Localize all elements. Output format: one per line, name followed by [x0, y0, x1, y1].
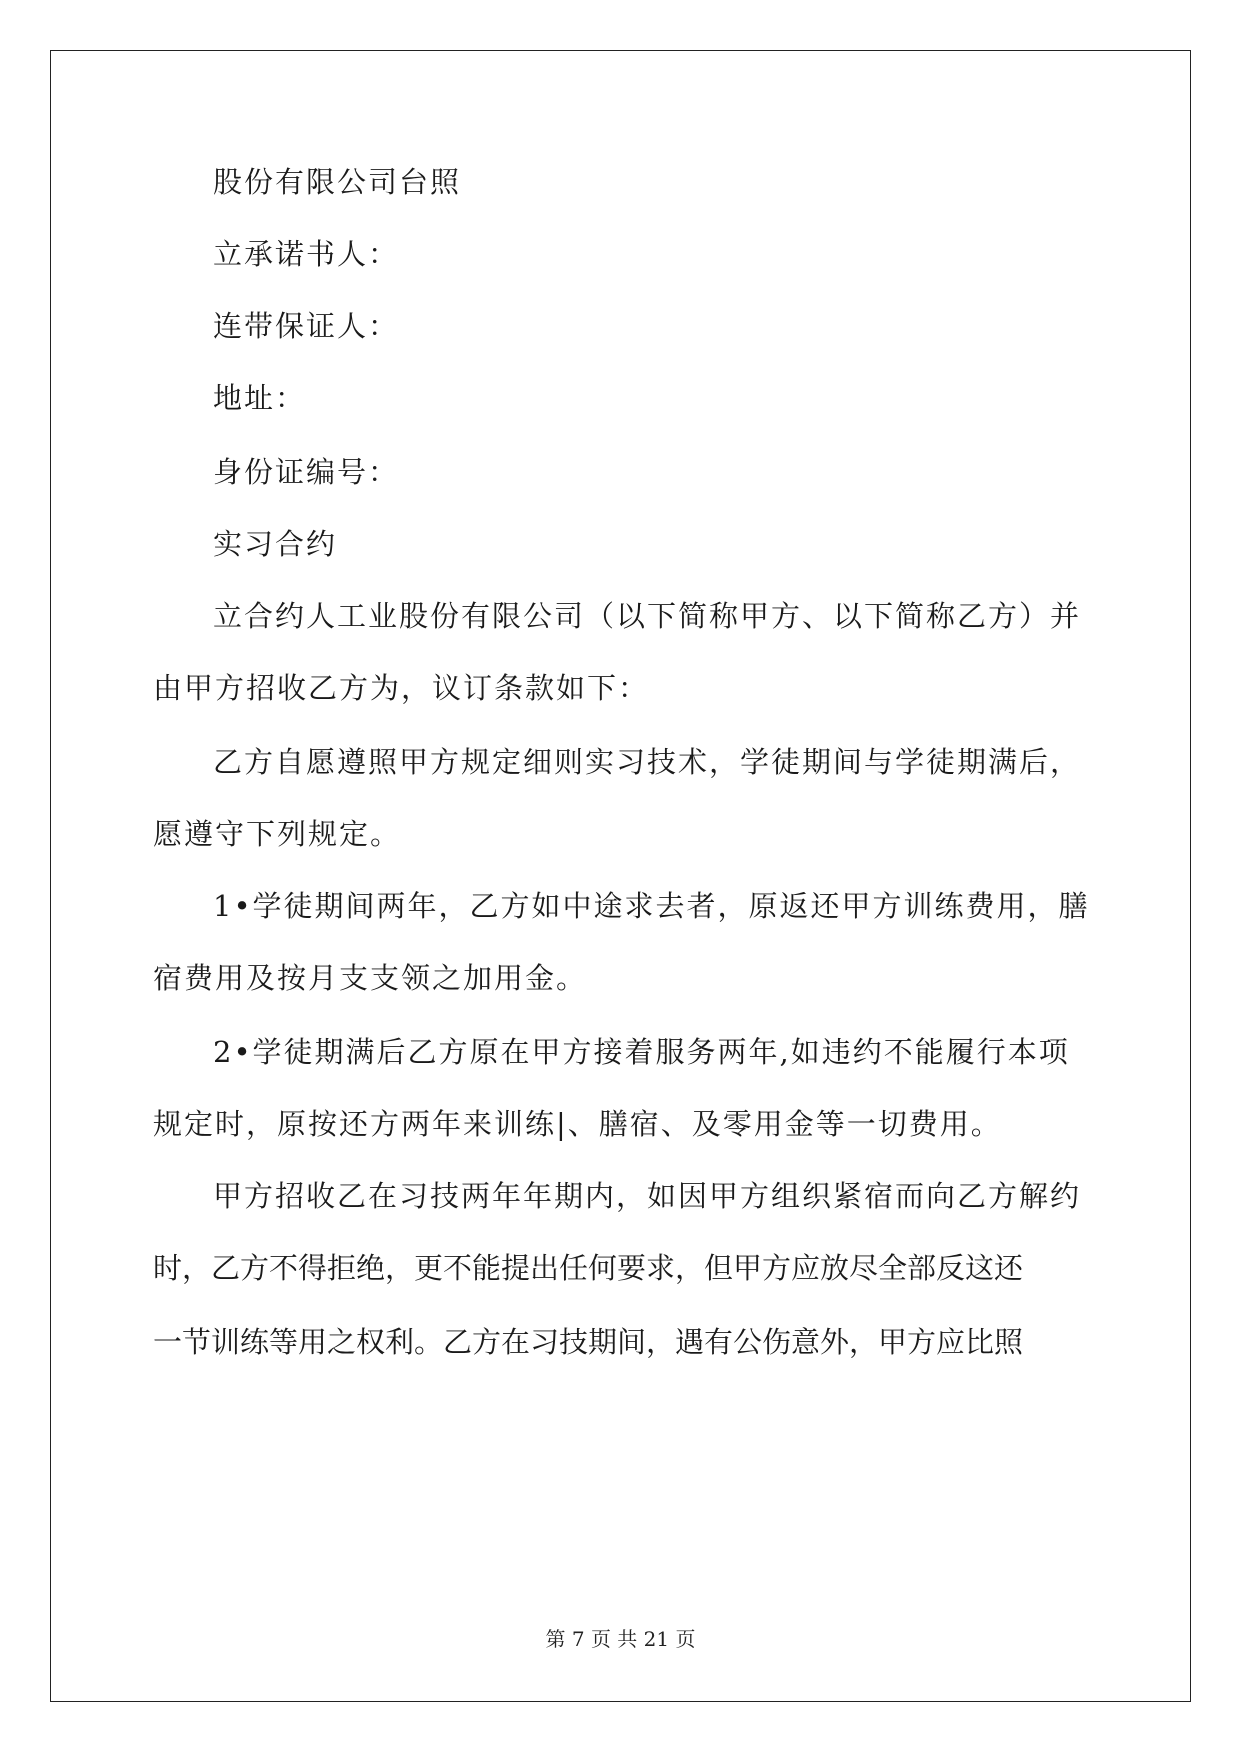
section-title: 实习合约: [213, 527, 338, 561]
page-border: [50, 50, 1191, 1702]
clause-line: 规定时，原按还方两年来训练|、膳宿、及零用金等一切费用。: [153, 1107, 1002, 1141]
paragraph-line: 愿遵守下列规定。: [153, 817, 402, 851]
id-number-field: 身份证编号：: [213, 455, 400, 489]
promisor-field: 立承诺书人：: [213, 237, 400, 271]
paragraph-line: 由甲方招收乙方为，议订条款如下：: [153, 671, 650, 705]
address-field: 地址：: [213, 381, 307, 415]
clause-line: 1•学徒期间两年，乙方如中途求去者，原返还甲方训练费用，膳: [213, 889, 1090, 923]
paragraph-line: 乙方自愿遵照甲方规定细则实习技术，学徒期间与学徒期满后，: [213, 745, 1082, 779]
clause-line: 2•学徒期满后乙方原在甲方接着服务两年,如违约不能履行本项: [213, 1035, 1070, 1069]
paragraph-line: 时，乙方不得拒绝，更不能提出任何要求，但甲方应放尽全部反这还: [153, 1251, 1024, 1285]
paragraph-line: 甲方招收乙在习技两年年期内，如因甲方组织紧宿而向乙方解约: [213, 1179, 1082, 1213]
paragraph-line: 立合约人工业股份有限公司（以下简称甲方、以下简称乙方）并: [213, 599, 1082, 633]
company-salutation: 股份有限公司台照: [213, 165, 462, 199]
guarantor-field: 连带保证人：: [213, 309, 400, 343]
page-footer: 第 7 页 共 21 页: [545, 1627, 696, 1651]
clause-line: 宿费用及按月支支领之加用金。: [153, 961, 588, 995]
paragraph-line: 一节训练等用之权利。乙方在习技期间，遇有公伤意外，甲方应比照: [153, 1325, 1024, 1359]
